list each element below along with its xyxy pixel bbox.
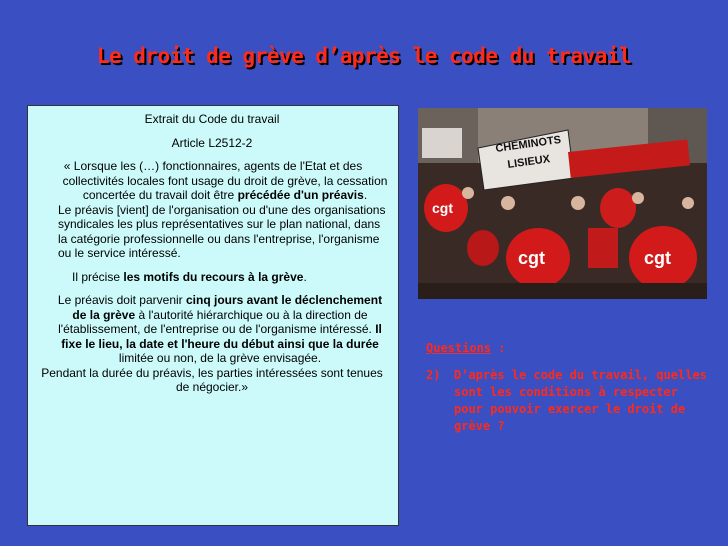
demonstration-illustration xyxy=(418,108,707,299)
paragraph-2: Le préavis [vient] de l'organisation ou d'une des organisations syndicales les plus représentatives sur le plan national, dans la catégorie professionnelle ou dans l'entreprise, l'organisme ou le service intéressé. xyxy=(58,202,386,260)
banner-text-1: CHEMINOTS xyxy=(494,133,562,155)
cgt-sign-right: cgt xyxy=(644,248,671,268)
paragraph-4-bold-a: cinq jours avant le déclenchement de la grève xyxy=(72,293,383,322)
article-number: Article L2512-2 xyxy=(171,135,253,150)
strike-demonstration-photo xyxy=(418,108,707,299)
question-text: D’après le code du travail, quelles sont les conditions à respecter pour pouvoir exercer le droit de grève ? xyxy=(454,368,707,433)
paragraph-3-bold: les motifs du recours à la grève xyxy=(123,269,304,284)
questions-title: Questions xyxy=(426,341,492,355)
banner-text-2: LISIEUX xyxy=(506,153,551,171)
paragraph-1-bold: précédée d'un préavis xyxy=(237,188,364,202)
slide-title: Le droit de grève d’après le code du travail xyxy=(96,44,632,68)
questions-heading xyxy=(426,340,711,357)
code-extract-box xyxy=(27,105,399,526)
paragraph-1-text: « Lorsque les (…) fonctionnaires, agents de l'Etat et des collectivités locales font usage du droit de grève, la cessation concertée du travail doit être xyxy=(62,159,388,202)
paragraph-4 xyxy=(34,293,390,366)
paragraph-1 xyxy=(34,159,390,203)
paragraph-4-text-b: à l'autorité hiérarchique ou à la direction de l'établissement, de l'entreprise ou de l'organisme intéressé. xyxy=(58,307,376,336)
paragraph-5: Pendant la durée du préavis, les parties intéressées sont tenues de négocier.» xyxy=(41,365,383,394)
questions-block xyxy=(426,340,711,435)
paragraph-3 xyxy=(34,270,390,285)
cgt-sign-left: cgt xyxy=(432,200,453,216)
paragraph-4-text-a: Le préavis doit parvenir xyxy=(57,293,186,307)
paragraph-1-end: . xyxy=(363,188,368,202)
paragraph-4-bold-b: Il fixe le lieu, la date et l'heure du début ainsi que la durée xyxy=(61,322,382,351)
questions-colon: : xyxy=(491,341,506,355)
question-number: 2) xyxy=(426,368,441,382)
extract-heading: Extrait du Code du travail xyxy=(144,112,280,126)
paragraph-3-end: . xyxy=(303,269,307,284)
cgt-sign-center: cgt xyxy=(518,248,545,268)
question-item xyxy=(426,367,711,435)
paragraph-4-text-c: limitée ou non, de la grève envisagée. xyxy=(118,351,322,365)
paragraph-3-text: Il précise xyxy=(72,269,124,284)
